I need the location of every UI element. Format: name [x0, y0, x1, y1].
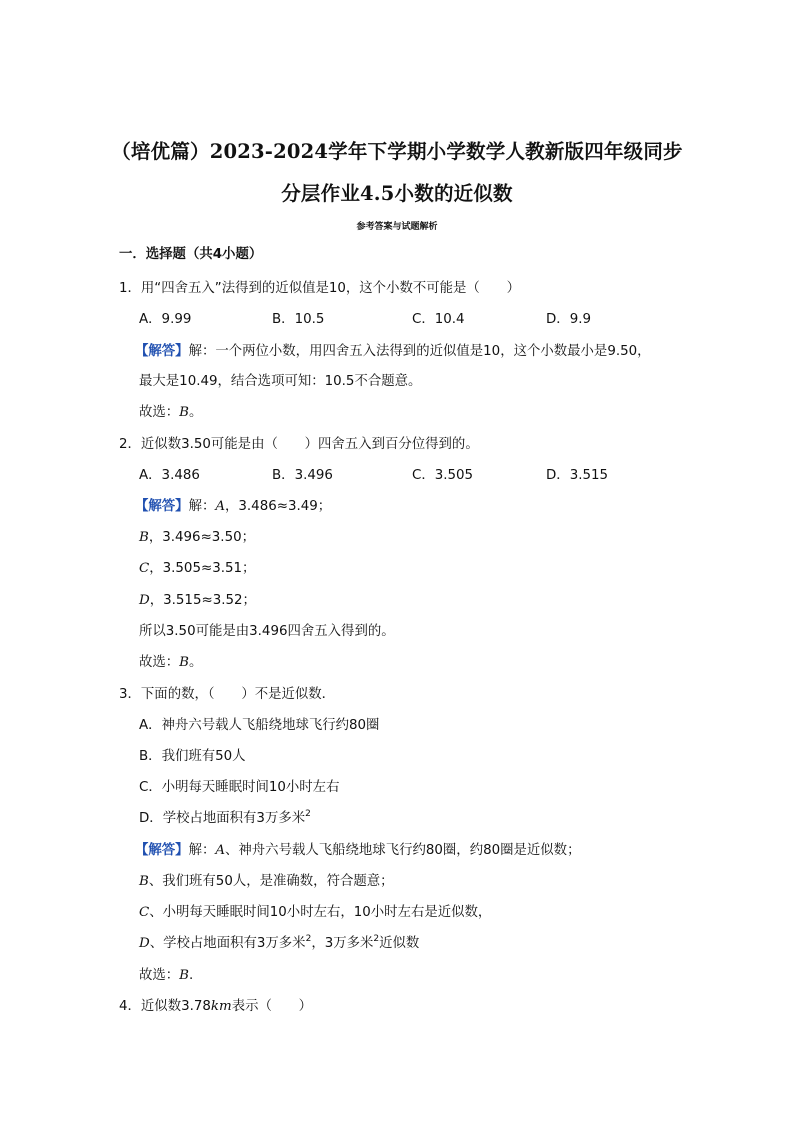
document-title-line-2: 分层作业4.5小数的近似数 — [281, 182, 513, 205]
q4-stem: 4．近似数3.78km表示（ ） — [119, 999, 313, 1014]
q3-option-c: C．小明每天睡眠时间10小时左右 — [139, 780, 340, 795]
q3-option-d: D．学校占地面积有3万多米$^2$ — [139, 809, 311, 826]
q3-option-b: B．我们班有50人 — [139, 749, 246, 764]
q2-stem: 2．近似数3.50可能是由（ ）四舍五入到百分位得到的。 — [119, 437, 479, 452]
q2-solution-c: C，3.505≈3.51； — [139, 561, 256, 576]
q2-option-d: D．3.515 — [546, 468, 609, 483]
q2-option-c: C．3.505 — [412, 468, 474, 483]
q3-solution-b: B、我们班有50人，是准确数，符合题意； — [139, 874, 394, 889]
q3-stem: 3．下面的数，（ ）不是近似数． — [119, 687, 336, 702]
q2-solution-b: B，3.496≈3.50； — [139, 530, 255, 545]
q1-option-b: B．10.5 — [272, 312, 325, 327]
q1-option-d: D．9.9 — [546, 312, 591, 327]
q1-option-c: C．10.4 — [412, 312, 465, 327]
document-title-line-1: （培优篇）2023-2024学年下学期小学数学人教新版四年级同步 — [111, 140, 683, 163]
q2-conclusion: 所以3.50可能是由3.496四舍五入得到的。 — [139, 624, 395, 639]
q3-choice: 故选：B. — [139, 968, 194, 983]
q1-solution-line-1: 【解答】解：一个两位小数，用四舍五入法得到的近似值是10，这个小数最小是9.50， — [135, 344, 651, 359]
q2-choice: 故选：B。 — [139, 655, 203, 670]
q3-solution-c: C、小明每天睡眠时间10小时左右，10小时左右是近似数， — [139, 905, 492, 920]
q2-option-a: A．3.486 — [139, 468, 200, 483]
q1-choice: 故选：B。 — [139, 405, 203, 420]
q2-option-b: B．3.496 — [272, 468, 333, 483]
q3-solution-a: 【解答】解：A、神舟六号载人飞船绕地球飞行约80圈，约80圈是近似数； — [135, 843, 581, 858]
q3-solution-d: D、学校占地面积有3万多米$^2$，3万多米$^2$近似数 — [139, 934, 420, 951]
section-heading: 一．选择题（共4小题） — [119, 247, 263, 262]
q2-solution-a: 【解答】解：A，3.486≈3.49； — [135, 499, 332, 514]
answer-tag: 【解答】 — [135, 344, 189, 359]
q3-option-a: A．神舟六号载人飞船绕地球飞行约80圈 — [139, 718, 380, 733]
q2-solution-d: D，3.515≈3.52； — [139, 593, 256, 608]
q1-option-a: A．9.99 — [139, 312, 192, 327]
document-subtitle: 参考答案与试题解析 — [356, 222, 438, 232]
q1-solution-line-2: 最大是10.49，结合选项可知：10.5不合题意。 — [139, 374, 422, 389]
q1-stem: 1．用“四舍五入”法得到的近似值是10，这个小数不可能是（ ） — [119, 281, 520, 296]
